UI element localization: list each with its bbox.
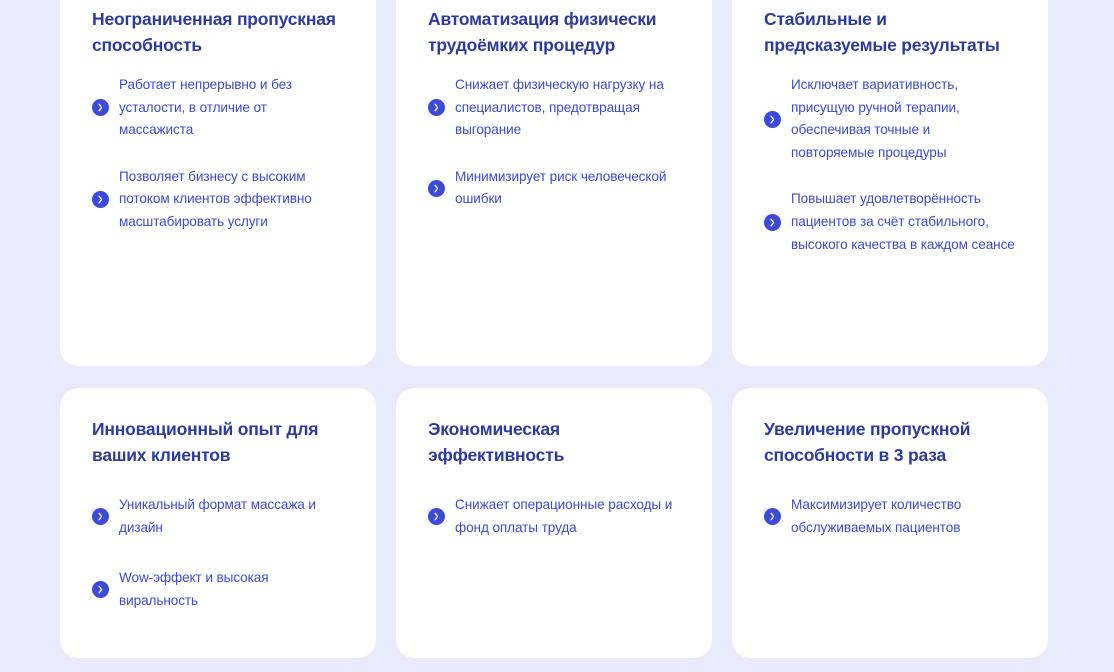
list-item: [764, 74, 1016, 164]
card-bullet-list: [764, 494, 1016, 539]
list-item-text: Wow-эффект и высокая виральность: [119, 570, 269, 608]
chevron-right-icon: [92, 99, 109, 116]
list-item: [428, 74, 680, 142]
chevron-right-icon: [428, 180, 445, 197]
list-item: [92, 74, 344, 142]
list-item-text: Уникальный формат массажа и дизайн: [119, 497, 316, 535]
chevron-right-icon: [764, 111, 781, 128]
list-item: [764, 188, 1016, 256]
list-item-text: Повышает удовлетворённость пациентов за счёт стабильного, высокого качества в каждом сеансе: [791, 191, 1015, 252]
list-item-text: Максимизирует количество обслуживаемых пациентов: [791, 497, 962, 535]
list-item: [764, 494, 1016, 539]
card-title: Неограниченная пропускная способность: [92, 9, 336, 55]
card-bullet-list: [428, 74, 680, 211]
card-bullet-list: [92, 74, 344, 234]
list-item-text: Исключает вариативность, присущую ручной терапии, обеспечивая точные и повторяемые процедуры: [791, 77, 960, 160]
benefit-card: [396, 0, 712, 366]
list-item: [92, 166, 344, 234]
list-item-text: Минимизирует риск человеческой ошибки: [455, 168, 667, 207]
list-item: [92, 567, 344, 612]
card-bullet-list: [428, 494, 680, 539]
benefit-card: [732, 388, 1048, 658]
card-title: Инновационный опыт для ваших клиентов: [92, 419, 319, 465]
benefit-card: [60, 388, 376, 658]
card-bullet-list: [92, 494, 344, 612]
list-item: [428, 494, 680, 539]
card-title: Автоматизация физически трудоёмких процедур: [428, 9, 657, 55]
list-item-text: Позволяет бизнесу с высоким потоком клиентов эффективно масштабировать услуги: [119, 168, 312, 229]
chevron-right-icon: [92, 581, 109, 598]
benefit-card: [396, 388, 712, 658]
list-item: [428, 166, 680, 211]
card-bullet-list: [764, 74, 1016, 256]
card-title: Стабильные и предсказуемые результаты: [764, 9, 1000, 55]
list-item-text: Снижает операционные расходы и фонд оплаты труда: [455, 497, 673, 535]
chevron-right-icon: [764, 508, 781, 525]
chevron-right-icon: [764, 214, 781, 231]
benefit-card: [60, 0, 376, 366]
chevron-right-icon: [92, 508, 109, 525]
card-title: Увеличение пропускной способности в 3 раза: [764, 419, 971, 465]
chevron-right-icon: [428, 508, 445, 525]
list-item-text: Работает непрерывно и без усталости, в отличие от массажиста: [119, 77, 292, 138]
chevron-right-icon: [92, 191, 109, 208]
list-item: [92, 494, 344, 539]
chevron-right-icon: [428, 99, 445, 116]
card-title: Экономическая эффективность: [428, 419, 565, 465]
list-item-text: Снижает физическую нагрузку на специалистов, предотвращая выгорание: [455, 77, 664, 138]
benefit-card: [732, 0, 1048, 366]
